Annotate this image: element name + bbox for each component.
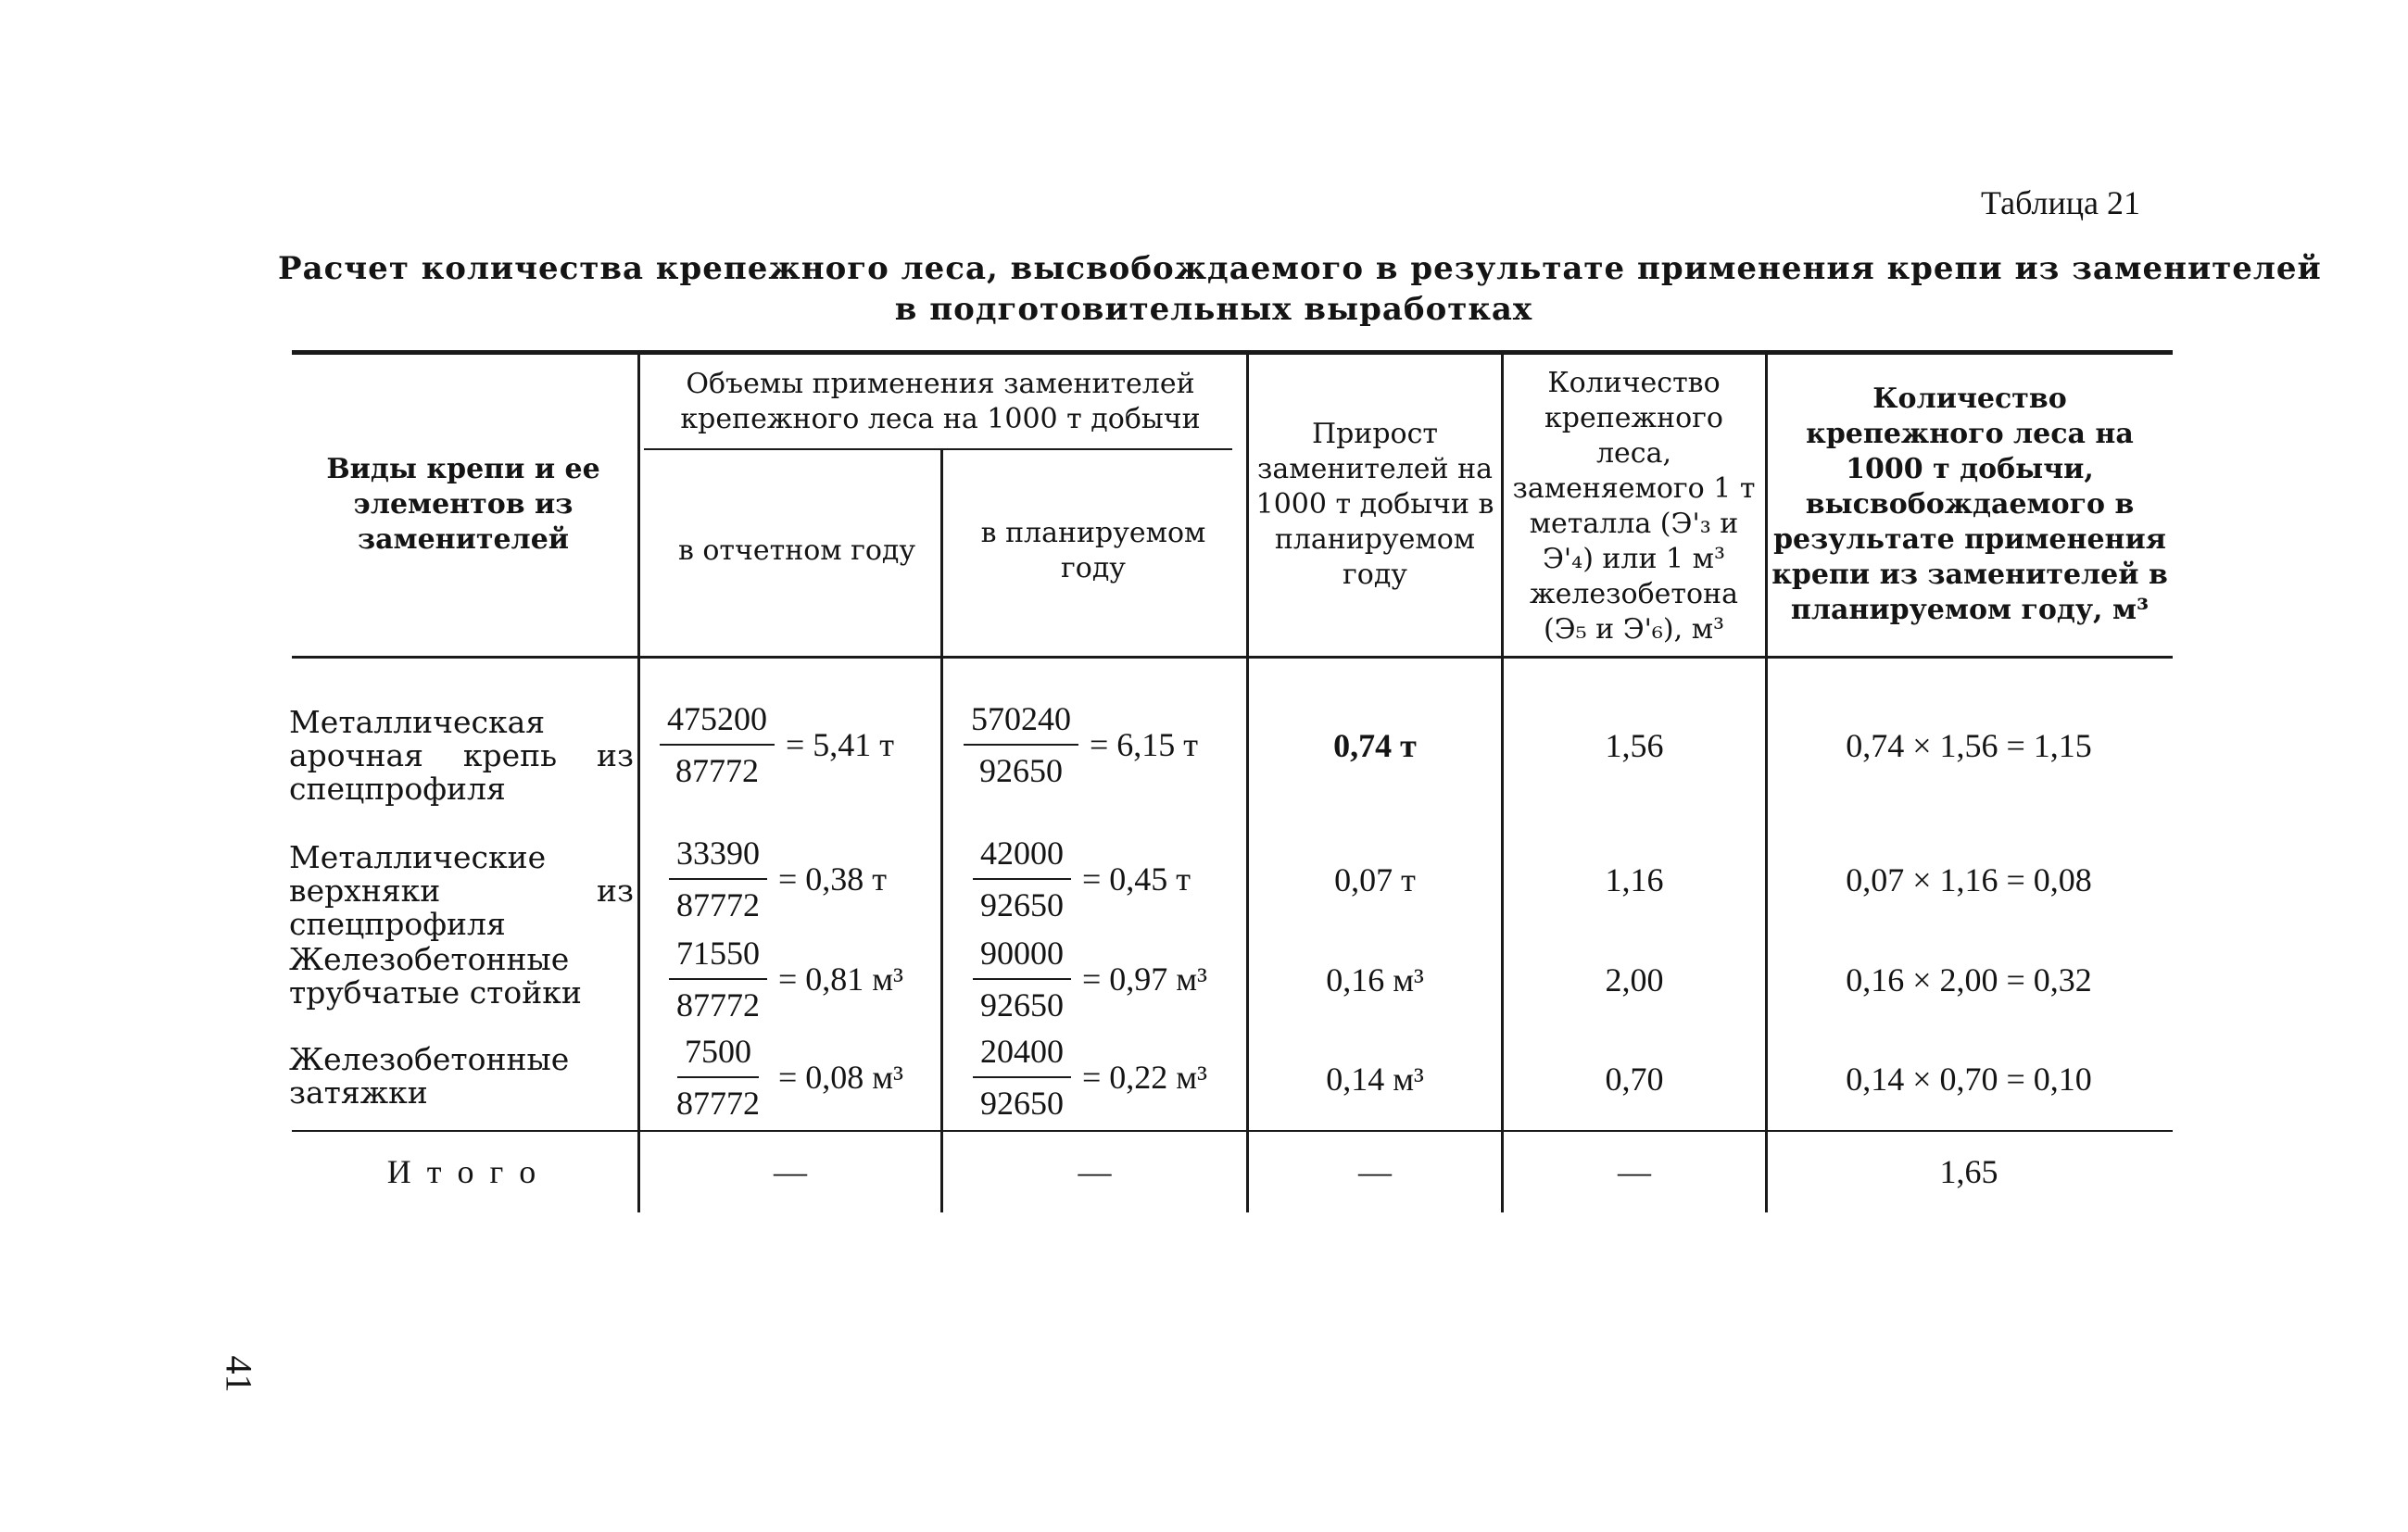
row-2-planned-numerator: 42000: [973, 834, 1071, 880]
total-qty: —: [1618, 1153, 1651, 1190]
group-rule: [644, 448, 1232, 450]
row-3-planned-result: = 0,97 м³: [1082, 961, 1207, 998]
col-divider-3: [1246, 355, 1249, 1212]
row-2-reporting-numerator: 33390: [669, 834, 767, 880]
row-2-qty: 1,16: [1605, 861, 1664, 898]
table-number: Таблица 21: [1981, 184, 2140, 221]
row-1-planned-numerator: 570240: [964, 699, 1078, 746]
row-4-planned-result: = 0,22 м³: [1082, 1059, 1207, 1096]
row-1-name: Металлическая арочная крепь из спецпрофиля: [289, 704, 634, 807]
title-line-1: Расчет количества крепежного леса, высвобождаемого в результате применения крепи из заменителей: [278, 250, 2322, 287]
total-result: 1,65: [1939, 1153, 1998, 1190]
row-3-name: Железобетонные трубчатые стойки: [289, 941, 582, 1011]
row-3-qty: 2,00: [1605, 961, 1664, 998]
row-3-planned: [973, 934, 1207, 1024]
row-4-name: Железобетонные затяжки: [289, 1041, 570, 1111]
row-1-reporting-numerator: 475200: [660, 699, 775, 746]
col-divider-1: [637, 355, 640, 1212]
row-3-reporting-result: = 0,81 м³: [778, 961, 903, 998]
row-3-planned-numerator: 90000: [973, 934, 1071, 980]
row-3-reporting-numerator: 71550: [669, 934, 767, 980]
row-4-reporting: [669, 1032, 903, 1123]
col-divider-2: [940, 450, 943, 1212]
row-3-reporting-denominator: 87772: [676, 986, 760, 1023]
header-group-volumes: Объемы применения заменителей крепежного леса на 1000 т добычи: [680, 368, 1201, 435]
header-planned-year: в планируемом году: [980, 517, 1206, 584]
row-1-reporting-result: = 5,41 т: [786, 726, 895, 763]
row-4-planned: [973, 1032, 1207, 1123]
row-3-growth: 0,16 м³: [1326, 961, 1424, 998]
top-rule: [292, 350, 2173, 355]
row-1-result: 0,74 × 1,56 = 1,15: [1846, 727, 2092, 764]
total-growth: —: [1358, 1153, 1392, 1190]
row-2-name: Металлические верхняки из спецпрофиля: [289, 839, 634, 942]
row-2-planned-result: = 0,45 т: [1082, 860, 1191, 898]
row-4-planned-denominator: 92650: [980, 1085, 1064, 1122]
row-1-planned-result: = 6,15 т: [1090, 726, 1199, 763]
header-bottom-rule: [292, 656, 2173, 659]
row-4-growth: 0,14 м³: [1326, 1061, 1424, 1098]
row-3-planned-denominator: 92650: [980, 986, 1064, 1023]
page-number: 41: [218, 1355, 260, 1393]
row-2-reporting-denominator: 87772: [676, 886, 760, 923]
col-divider-5: [1765, 355, 1768, 1212]
table-title: [278, 248, 2322, 330]
total-planned: —: [1078, 1153, 1112, 1190]
row-3-reporting: [669, 934, 903, 1024]
header-type: Виды крепи и ее элементов из заменителей: [326, 453, 600, 556]
row-2-reporting: [669, 834, 887, 924]
row-2-result: 0,07 × 1,16 = 0,08: [1846, 861, 2092, 898]
total-label: И т о г о: [386, 1153, 540, 1190]
row-1-reporting-denominator: 87772: [675, 752, 759, 789]
row-4-reporting-result: = 0,08 м³: [778, 1059, 903, 1096]
col-divider-4: [1501, 355, 1504, 1212]
row-1-reporting: [660, 699, 894, 790]
row-1-planned-denominator: 92650: [979, 752, 1063, 789]
row-3-result: 0,16 × 2,00 = 0,32: [1846, 961, 2092, 998]
row-1-growth: 0,74 т: [1333, 727, 1417, 764]
total-reporting: —: [774, 1153, 807, 1190]
row-2-planned: [973, 834, 1191, 924]
row-4-reporting-denominator: 87772: [676, 1085, 760, 1122]
row-2-growth: 0,07 т: [1334, 861, 1416, 898]
title-line-2: в подготовительных выработках: [894, 291, 1533, 328]
row-1-qty: 1,56: [1605, 727, 1664, 764]
row-4-planned-numerator: 20400: [973, 1032, 1071, 1078]
row-4-result: 0,14 × 0,70 = 0,10: [1846, 1061, 2092, 1098]
row-2-planned-denominator: 92650: [980, 886, 1064, 923]
row-2-reporting-result: = 0,38 т: [778, 860, 888, 898]
header-growth: Прирост заменителей на 1000 т добычи в планируемом году: [1255, 418, 1494, 591]
row-4-reporting-numerator: 7500: [677, 1032, 759, 1078]
row-1-planned: [964, 699, 1198, 790]
header-wood-per-unit: Количество крепежного леса, заменяемого 1 т металла (Э'₃ и Э'₄) или 1 м³ железобетона (Э₅ и Э'₆), м³: [1512, 367, 1756, 646]
row-4-qty: 0,70: [1605, 1061, 1664, 1098]
total-rule: [292, 1130, 2173, 1132]
header-released-wood: Количество крепежного леса на 1000 т добычи, высвобождаемого в результате применения крепи из заменителей в планируемом году, м³: [1771, 383, 2168, 626]
header-reporting-year: в отчетном году: [677, 534, 916, 567]
